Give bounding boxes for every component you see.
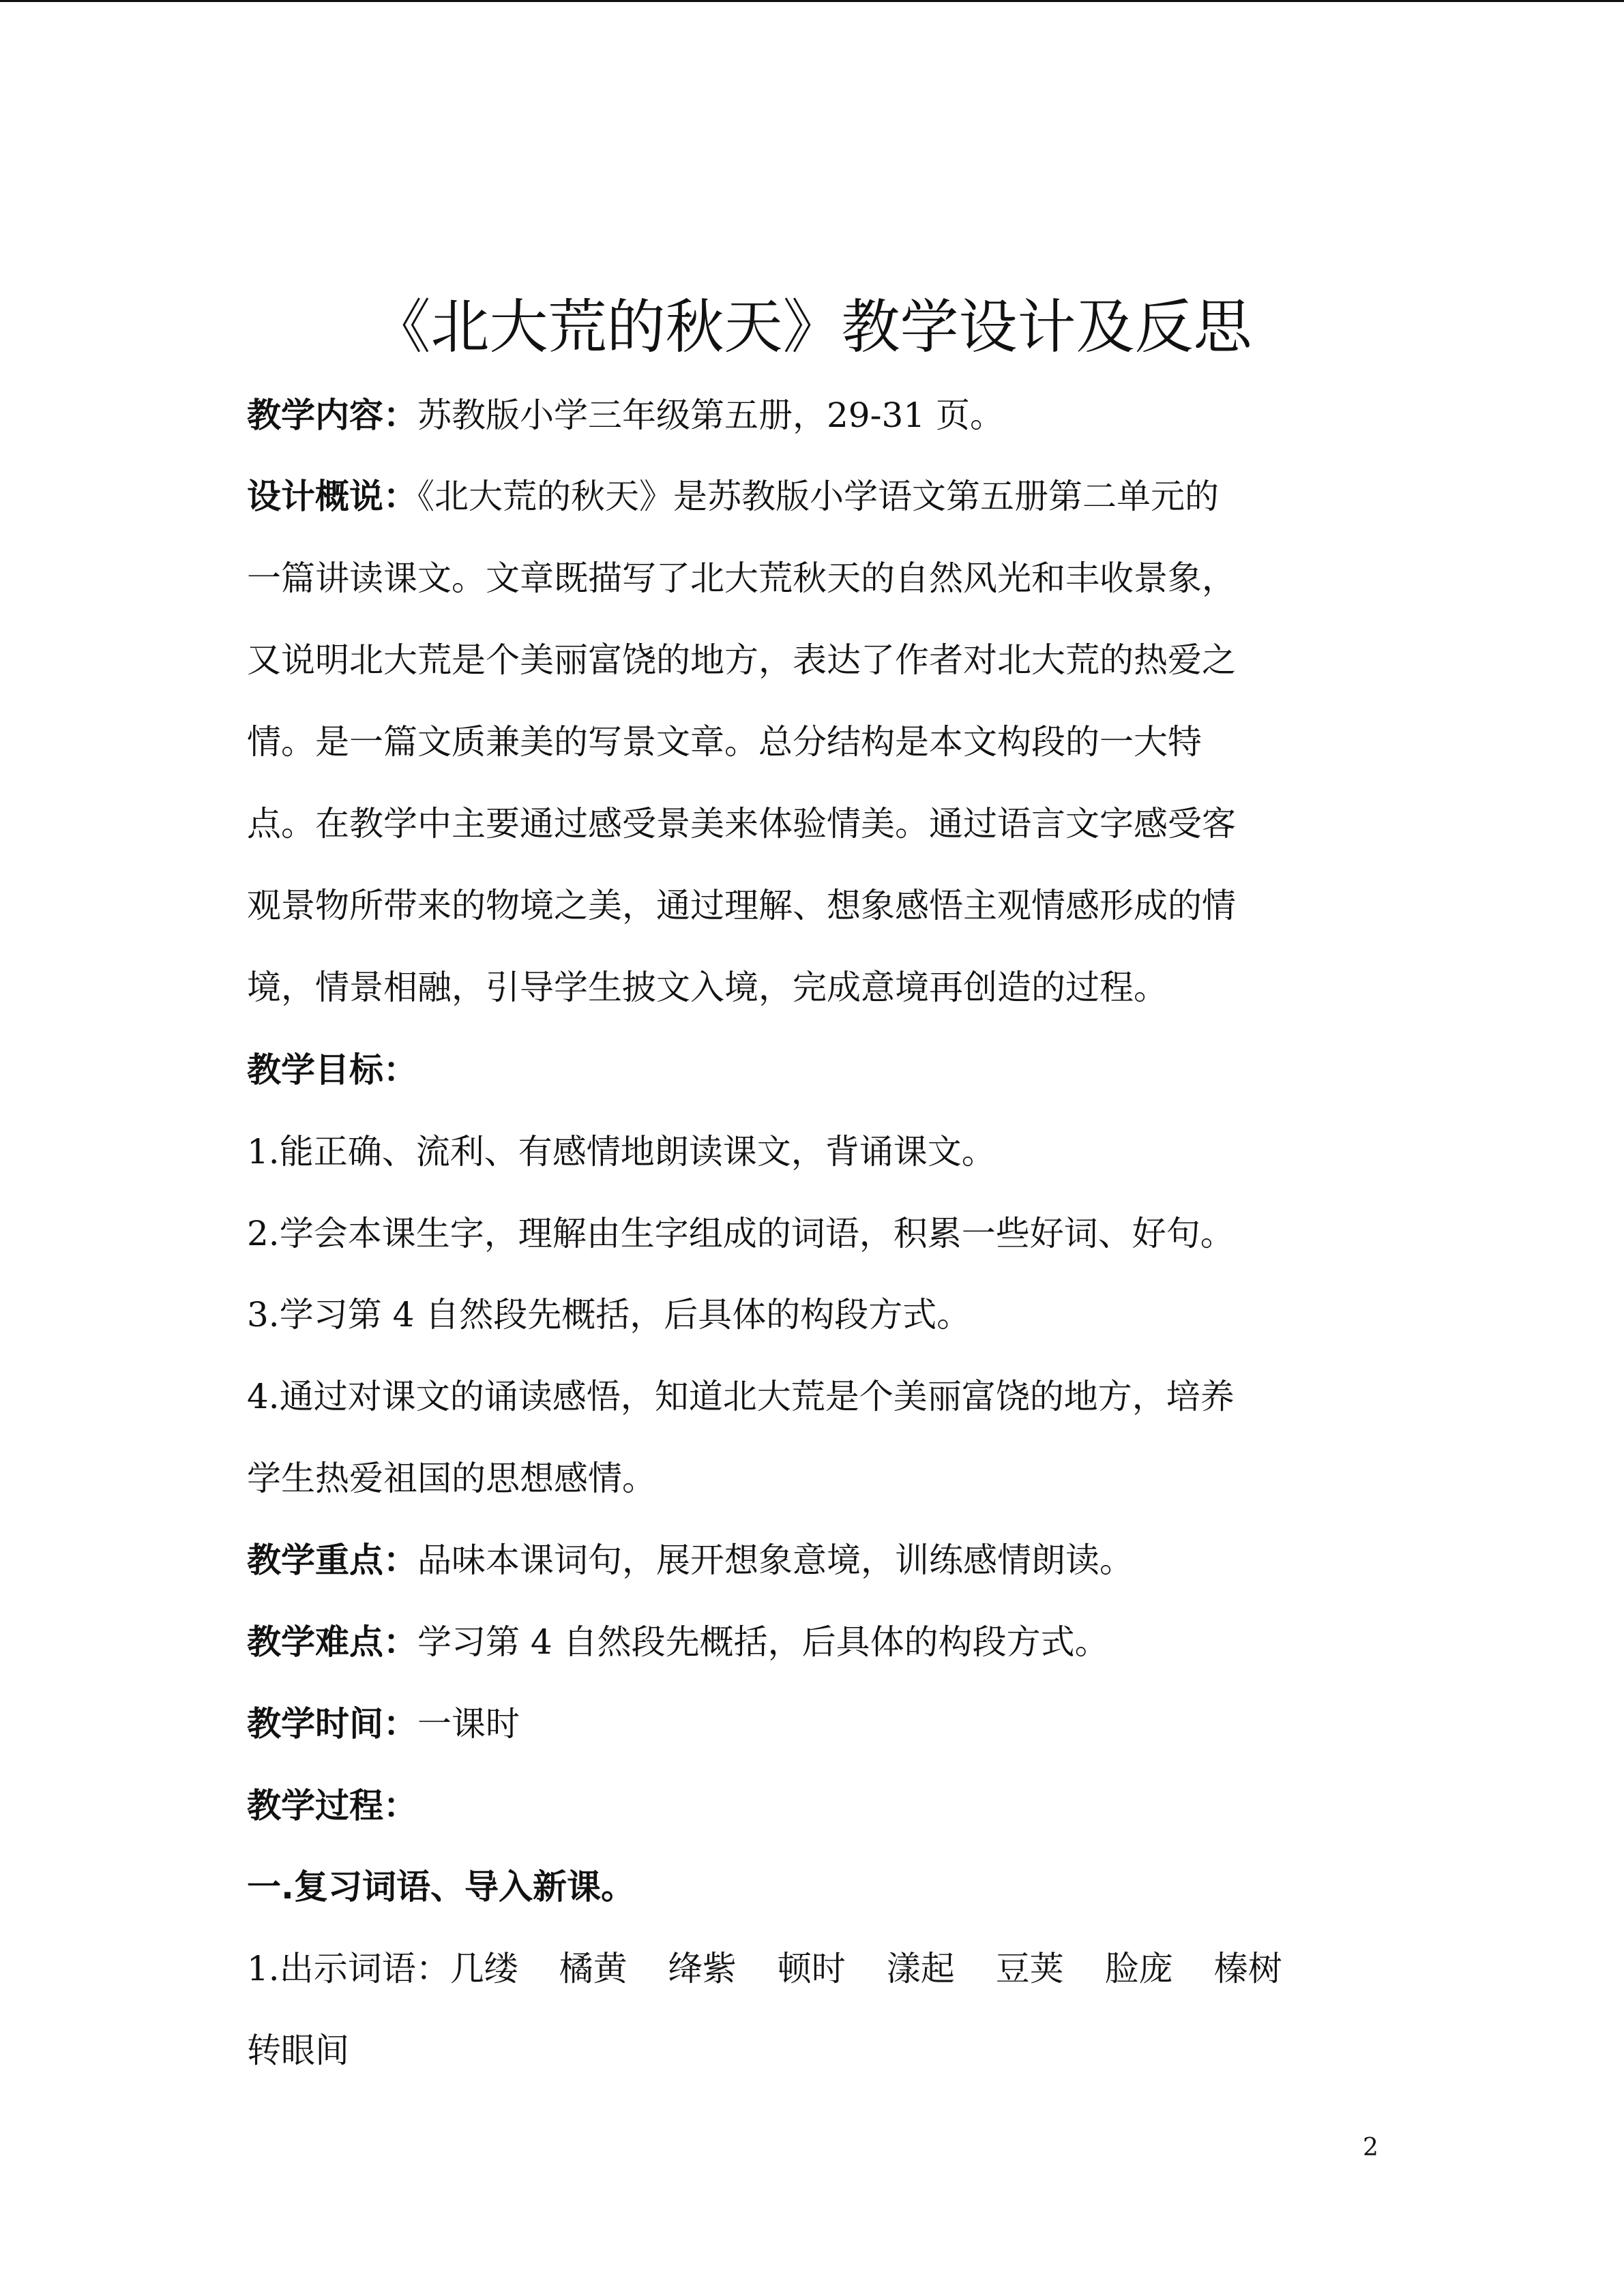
teaching-goals-label: 教学目标：: [247, 1050, 417, 1090]
vocabulary-word: 脸庞: [1104, 1949, 1173, 1988]
vocabulary-word: 几缕: [449, 1949, 518, 1988]
design-overview-label: 设计概说：: [247, 477, 417, 516]
teaching-time: [247, 1702, 1406, 1746]
vocabulary-word: 顿时: [777, 1949, 846, 1988]
design-overview-line: [247, 475, 1406, 518]
vocabulary-prefix: 1.出示词语：: [247, 1949, 450, 1988]
vocabulary-word: 漾起: [886, 1949, 955, 1988]
teaching-time-label: 教学时间：: [247, 1704, 417, 1744]
teaching-goal-item: 2.学会本课生字，理解由生字组成的词语，积累一些好词、好句。: [247, 1214, 1235, 1253]
page-number: 2: [1363, 2134, 1378, 2162]
document-title: 《北大荒的秋天》教学设计及反思: [372, 293, 1252, 361]
teaching-key-label: 教学重点：: [247, 1540, 417, 1580]
section-heading: 一.复习词语、导入新课。: [247, 1867, 635, 1907]
vocabulary-word: 转眼间: [247, 2031, 349, 2070]
design-overview-line: 点。在教学中主要通过感受景美来体验情美。通过语言文字感受客: [247, 804, 1236, 844]
design-overview-line: 又说明北大荒是个美丽富饶的地方，表达了作者对北大荒的热爱之: [247, 640, 1236, 680]
teaching-goal-item: 1.能正确、流利、有感情地朗读课文，背诵课文。: [247, 1132, 996, 1172]
design-overview-line: 境，情景相融，引导学生披文入境，完成意境再创造的过程。: [247, 968, 1168, 1007]
vocabulary-word: 绛紫: [668, 1949, 737, 1988]
vocabulary-list: [247, 1947, 1406, 1991]
teaching-difficulty: [247, 1620, 1406, 1664]
design-overview-line: 情。是一篇文质兼美的写景文章。总分结构是本文构段的一大特: [247, 722, 1202, 762]
teaching-content: [247, 393, 1406, 437]
teaching-process-label: 教学过程：: [247, 1786, 417, 1825]
vocabulary-word: 豆荚: [995, 1949, 1064, 1988]
top-border: [0, 0, 1624, 2]
teaching-goal-item: 4.通过对课文的诵读感悟，知道北大荒是个美丽富饶的地方，培养: [247, 1377, 1235, 1416]
teaching-key-text: 品味本课词句，展开想象意境，训练感情朗读。: [417, 1540, 1134, 1580]
teaching-difficulty-text: 学习第 4 自然段先概括，后具体的构段方式。: [417, 1622, 1109, 1662]
teaching-goal-item: 3.学习第 4 自然段先概括，后具体的构段方式。: [247, 1295, 971, 1335]
design-overview-text: 《北大荒的秋天》是苏教版小学语文第五册第二单元的: [417, 477, 1219, 516]
vocabulary-word: 榛树: [1213, 1949, 1282, 1988]
design-overview-line: 观景物所带来的物境之美，通过理解、想象感悟主观情感形成的情: [247, 886, 1236, 925]
teaching-key-points: [247, 1538, 1406, 1582]
vocabulary-word: 橘黄: [559, 1949, 628, 1988]
teaching-difficulty-label: 教学难点：: [247, 1622, 417, 1662]
teaching-time-text: 一课时: [417, 1704, 520, 1744]
teaching-goal-item: 学生热爱祖国的思想感情。: [247, 1459, 656, 1498]
design-overview-line: 一篇讲读课文。文章既描写了北大荒秋天的自然风光和丰收景象，: [247, 558, 1236, 598]
teaching-content-text: 苏教版小学三年级第五册，29-31 页。: [417, 396, 1005, 435]
teaching-content-label: 教学内容：: [247, 396, 417, 435]
